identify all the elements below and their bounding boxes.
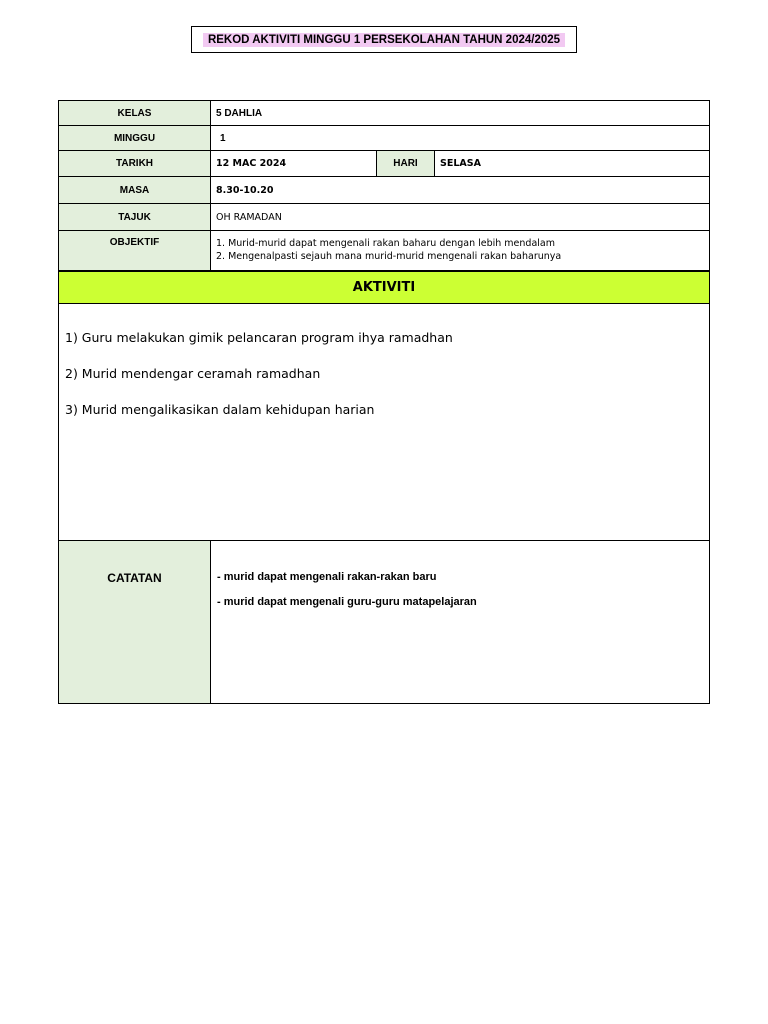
masa-value: 8.30-10.20 [216, 184, 274, 196]
kelas-label: KELAS [59, 101, 210, 125]
catatan-note: - murid dapat mengenali rakan-rakan baru [217, 571, 437, 583]
tarikh-label: TARIKH [59, 151, 210, 176]
catatan-note: - murid dapat mengenali guru-guru matapelajaran [217, 596, 477, 608]
hari-label: HARI [377, 151, 434, 176]
tajuk-value: OH RAMADAN [216, 211, 282, 223]
title-box [191, 26, 577, 53]
objektif-list [211, 231, 709, 270]
aktiviti-item: 2) Murid mendengar ceramah ramadhan [65, 366, 321, 381]
hari-value: SELASA [440, 158, 481, 169]
minggu-value: 1 [220, 132, 226, 144]
tajuk-label: TAJUK [59, 204, 210, 230]
minggu-label: MINGGU [59, 126, 210, 150]
activity-record-form [58, 100, 710, 704]
aktiviti-item: 1) Guru melakukan gimik pelancaran program ihya ramadhan [65, 330, 453, 345]
objektif-item: 2. Mengenalpasti sejauh mana murid-murid mengenali rakan baharunya [216, 251, 562, 262]
aktiviti-item: 3) Murid mengalikasikan dalam kehidupan harian [65, 402, 375, 417]
kelas-value: 5 DAHLIA [216, 107, 263, 119]
masa-label: MASA [59, 177, 210, 203]
catatan-label: CATATAN [59, 541, 210, 703]
document-title: REKOD AKTIVITI MINGGU 1 PERSEKOLAHAN TAHUN 2024/2025 [203, 33, 565, 47]
tarikh-value: 12 MAC 2024 [216, 158, 287, 169]
objektif-item: 1. Murid-murid dapat mengenali rakan baharu dengan lebih mendalam [216, 238, 555, 249]
aktiviti-heading: AKTIVITI [59, 272, 709, 303]
aktiviti-body [59, 304, 709, 540]
objektif-label: OBJEKTIF [59, 231, 210, 270]
catatan-notes [211, 541, 709, 703]
